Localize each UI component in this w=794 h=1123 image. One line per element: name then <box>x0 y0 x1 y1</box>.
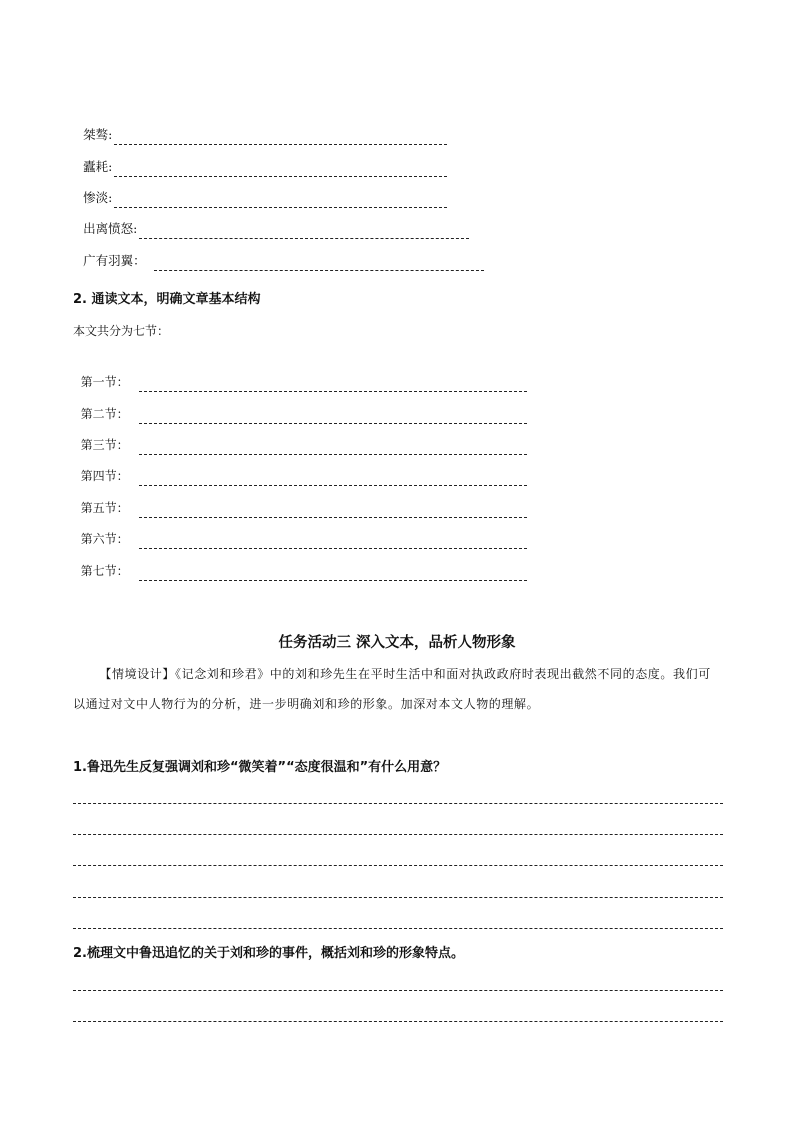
structure-label: 第四节： <box>80 469 129 483</box>
vocab-row <box>73 104 447 142</box>
answer-blank[interactable] <box>154 258 484 271</box>
structure-label: 第二节： <box>80 407 129 421</box>
structure-label: 第一节： <box>80 375 129 389</box>
vocab-term: 出离愤怒: <box>83 221 138 236</box>
vocab-term: 广有羽翼： <box>83 253 146 268</box>
vocab-row <box>73 230 484 268</box>
vocab-row <box>73 167 447 205</box>
question-1: 1.鲁迅先生反复强调刘和珍“微笑着”“态度很温和”有什么用意？ <box>73 760 447 775</box>
answer-line[interactable] <box>73 990 723 991</box>
vocab-term: 桀骜: <box>83 127 113 142</box>
vocab-term: 惨淡: <box>83 190 113 205</box>
structure-row <box>73 446 527 483</box>
question-2: 2.梳理文中鲁迅追忆的关于刘和珍的事件，概括刘和珍的形象特点。 <box>73 946 464 961</box>
structure-label: 第六节： <box>80 532 129 546</box>
structure-label: 第三节： <box>80 438 129 452</box>
answer-blank[interactable] <box>139 568 527 581</box>
structure-row <box>73 352 527 389</box>
structure-label: 第五节： <box>80 501 129 515</box>
answer-line[interactable] <box>73 865 723 866</box>
section-intro: 本文共分为七节： <box>73 324 170 338</box>
structure-row <box>73 384 527 421</box>
task-title: 任务活动三 深入文本，品析人物形象 <box>278 635 516 651</box>
scenario-paragraph: 【情境设计】《记念刘和珍君》中的刘和珍先生在平时生活中和面对执政政府时表现出截然不同的态度。我们可以通过对文中人物行为的分析，进一步明确刘和珍的形象。加深对本文人物的理解。 <box>73 667 711 711</box>
answer-line[interactable] <box>73 897 723 898</box>
structure-row <box>73 415 527 452</box>
vocab-term: 蠹耗: <box>83 159 113 174</box>
structure-row <box>73 509 527 546</box>
section-heading: 2. 通读文本，明确文章基本结构 <box>73 292 261 307</box>
answer-line[interactable] <box>73 834 723 835</box>
structure-row <box>73 478 527 515</box>
answer-line[interactable] <box>73 1021 723 1022</box>
structure-label: 第七节： <box>80 564 129 578</box>
answer-line[interactable] <box>73 803 723 804</box>
answer-line[interactable] <box>73 928 723 929</box>
vocab-row <box>73 198 469 236</box>
structure-row <box>73 541 527 578</box>
vocab-row <box>73 136 447 174</box>
